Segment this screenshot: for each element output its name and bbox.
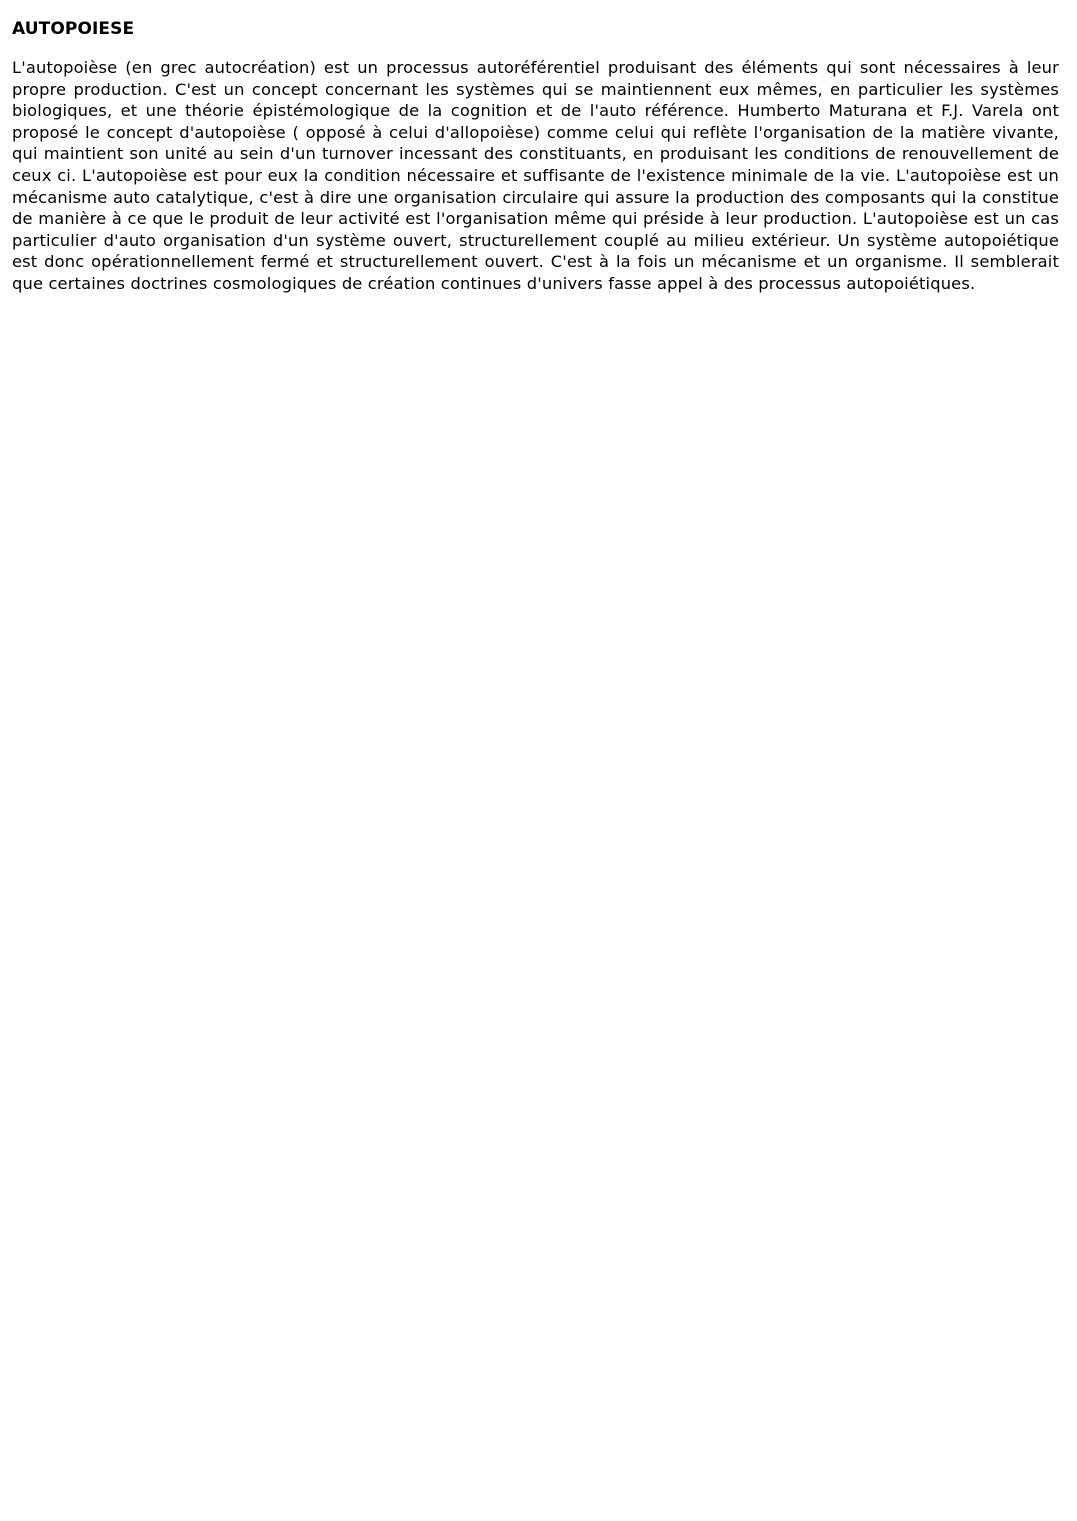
document-paragraph: L'autopoièse (en grec autocréation) est un processus autoréférentiel produisant des éléments qui sont nécessaires à leur propre production. C'est un concept concernant les systèmes qui se maintiennent eux mêmes, en particulier les systèmes biologiques, et une théorie épistémologique de la cognition et de l'auto référence. Humberto Maturana et F.J. Varela ont proposé le concept d'autopoièse ( opposé à celui d'allopoièse) comme celui qui reflète l'organisation de la matière vivante, qui maintient son unité au sein d'un turnover incessant des constituants, en produisant les conditions de renouvellement de ceux ci. L'autopoièse est pour eux la condition nécessaire et suffisante de l'existence minimale de la vie. L'autopoièse est un mécanisme auto catalytique, c'est à dire une organisation circulaire qui assure la production des composants qui la constitue de manière à ce que le produit de leur activité est l'organisation même qui préside à leur production. L'autopoièse est un cas particulier d'auto organisation d'un système ouvert, structurellement couplé au milieu extérieur. Un système autopoiétique est donc opérationnellement fermé et structurellement ouvert. C'est à la fois un mécanisme et un organisme. Il semblerait que certaines doctrines cosmologiques de création continues d'univers fasse appel à des processus autopoiétiques. xyxy=(12,58,1059,293)
document-page xyxy=(12,18,1059,295)
document-title: AUTOPOIESE xyxy=(12,19,135,39)
